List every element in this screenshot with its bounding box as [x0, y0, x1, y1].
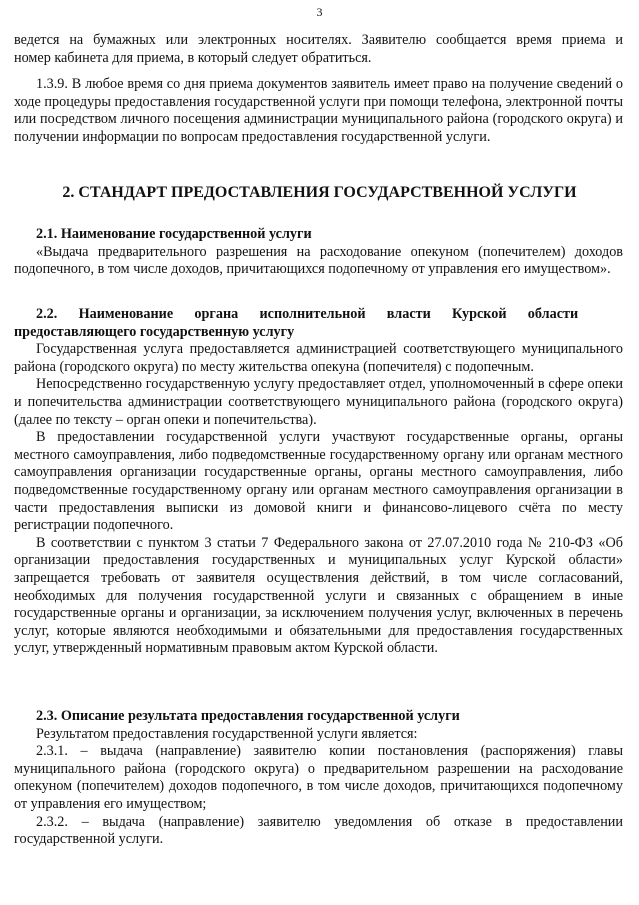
section-2-2-paragraph-1: Государственная услуга предоставляется администрацией соответствующего муниципального района (городского округа) по месту жительства опекуна (попечителя) с подопечным. [14, 341, 623, 375]
section-2-3-title: 2.3. Описание результата предоставления государственной услуги [36, 708, 460, 724]
section-2-2-title-line-2: предоставляющего государственную услугу [14, 323, 295, 340]
section-2-1-title: 2.1. Наименование государственной услуги [36, 226, 312, 242]
section-2-3-intro: Результатом предоставления государственной услуги является: [36, 725, 418, 742]
section-2-2 [14, 306, 623, 658]
section-2-1-text: «Выдача предварительного разрешения на расходование опекуном (попечителем) доходов подопечного, в том числе доходов, причитающихся подопечному от управления его имуществом». [14, 243, 623, 278]
section-2-2-paragraph-3: В предоставлении государственной услуги участвуют государственные органы, органы местного самоуправления, либо подведомственные государственному органу или органам местного самоуправления организации государственные органы, органы местного самоуправления, либо подведомственные государственному органу или органам местного самоуправления организации в части предоставления выписки из домовой книги и финансово-лицевого счёта по месту регистрации подопечного. [14, 429, 623, 534]
intro-line-1: ведется на бумажных или электронных носителях. Заявителю сообщается время приема и [14, 32, 623, 48]
intro-paragraph [14, 32, 623, 67]
section-2-3 [14, 708, 623, 849]
section-2-2-paragraph-2: Непосредственно государственную услугу предоставляет отдел, уполномоченный в сфере опеки и попечительства администрации соответствующего муниципального района (городского округа) (далее по тексту – орган опеки и попечительства). [14, 376, 623, 428]
intro-line-2: номер кабинета для приема, в который следует обратиться. [14, 49, 372, 66]
section-2-2-paragraph-4: В соответствии с пунктом 3 статьи 7 Федерального закона от 27.07.2010 года № 210-ФЗ «Об организации предоставления государственных и муниципальных услуг Курской области» запрещается требовать от заявителя осуществления действий, в том числе согласований, необходимых для получения государственной услуги и связанных с обращением в иные государственные органы и организации, за исключением получения услуг, включенных в перечень услуг, которые являются необходимыми и обязательными для предоставления государственных услуг, утвержденный нормативным правовым актом Курской области. [14, 534, 623, 657]
section-2-3-1: 2.3.1. – выдача (направление) заявителю копии постановления (распоряжения) главы муниципального района (городского округа) о предварительном разрешении на расходование опекуном (попечителем) доходов подопечного, в том числе доходов, причитающихся подопечному от управления его имуществом; [14, 743, 623, 812]
section-2-3-2: 2.3.2. – выдача (направление) заявителю уведомления об отказе в предоставлении государственной услуги. [14, 813, 623, 848]
section-2-2-title-line-1: 2.2. Наименование органа исполнительной власти Курской области [36, 306, 579, 322]
section-2-1 [14, 226, 623, 279]
section-2-title: 2. СТАНДАРТ ПРЕДОСТАВЛЕНИЯ ГОСУДАРСТВЕННОЙ УСЛУГИ [62, 184, 577, 201]
page-number: 3 [316, 5, 323, 19]
paragraph-1-3-9: 1.3.9. В любое время со дня приема документов заявитель имеет право на получение сведений о ходе процедуры предоставления государственной услуги при помощи телефона, электронной почты или посредством личного посещения администрации муниципального района (городского округа) и получении информации по вопросам предоставления государственной услуги. [14, 76, 623, 145]
